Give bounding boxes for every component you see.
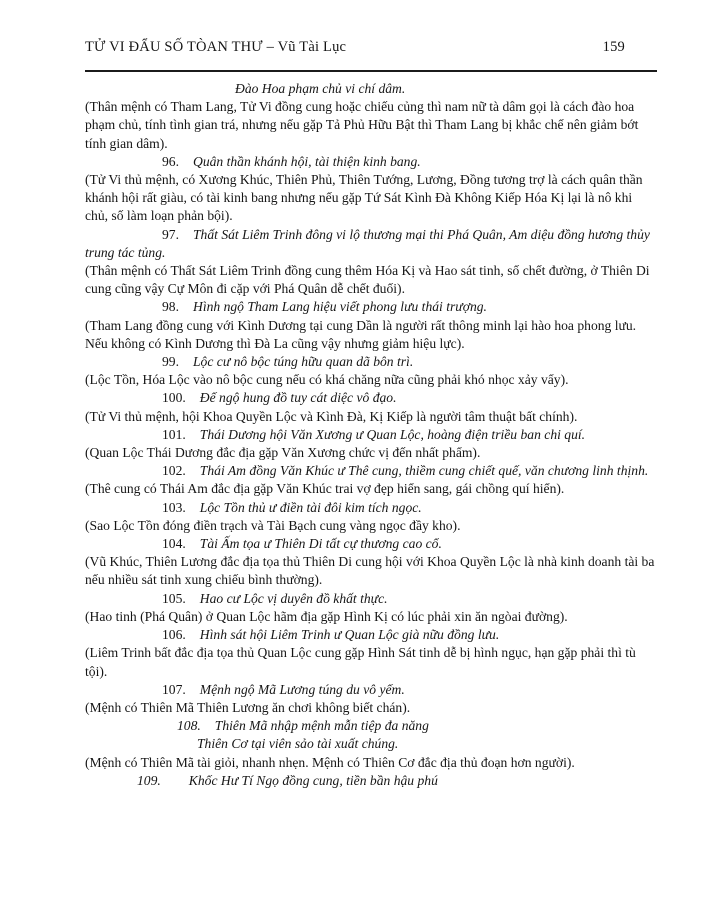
verse-number: 107.: [162, 681, 186, 697]
verse-number: 104.: [162, 536, 186, 552]
verse-number: 106.: [162, 627, 186, 643]
verse-number: 108.: [177, 718, 201, 734]
verse-heading: [85, 717, 657, 753]
verse-number: 97.: [162, 226, 179, 242]
verse-text: Hao cư Lộc vị duyên đồ khất thực.: [199, 590, 388, 606]
verse-heading: [85, 153, 657, 171]
verse-heading: [85, 226, 657, 262]
commentary-paragraph: (Thân mệnh có Thất Sát Liêm Trinh đồng cung thêm Hóa Kị và Hao sát tinh, số chết đường, ở Thiên Di cung cũng vậy Cự Môn đi cặp với Phá Quân dễ chết đuối).: [85, 263, 650, 297]
commentary-paragraph: (Mệnh có Thiên Mã tài giỏi, nhanh nhẹn. Mệnh có Thiên Cơ đắc địa thủ đoạn hơn người).: [85, 754, 575, 770]
verse-number: 98.: [162, 299, 179, 315]
verse-heading: [85, 353, 657, 371]
verse-heading: [85, 499, 657, 517]
verse-heading: [85, 772, 657, 790]
page-header: [85, 39, 625, 56]
commentary-paragraph: (Vũ Khúc, Thiên Lương đắc địa tọa thủ Thiên Di cung hội với Khoa Quyền Lộc là nhà kinh doanh tài ba nếu nhiều sát tinh xung chiếu bình thường).: [85, 554, 655, 588]
verse-number: 103.: [162, 499, 186, 515]
verse-text: Hình sát hội Liêm Trinh ư Quan Lộc già nữu đồng lưu.: [199, 627, 500, 643]
verse-number: 102.: [162, 463, 186, 479]
verse-text: Khốc Hư Tí Ngọ đồng cung, tiền bần hậu phú: [188, 772, 438, 788]
verse-text: Mệnh ngộ Mã Lương túng du vô yếm.: [199, 681, 405, 697]
verse-heading: [85, 389, 657, 407]
page-number: 159: [602, 39, 625, 55]
verse-number: 99.: [162, 354, 179, 370]
verse-text: Đế ngộ hung đồ tuy cát diệc vô đạo.: [199, 390, 397, 406]
verse-text-line2: Thiên Cơ tại viên sảo tài xuất chúng.: [197, 736, 399, 752]
verse-number: 109.: [137, 772, 161, 788]
verse-text: Lộc cư nô bộc túng hữu quan dã bôn trì.: [193, 354, 414, 370]
verse-number: 105.: [162, 590, 186, 606]
verse-heading: [85, 462, 657, 480]
verse-number: 100.: [162, 390, 186, 406]
verse-heading: [85, 626, 657, 644]
verse-heading: [85, 681, 657, 699]
verse-text: Thái Dương hội Văn Xương ư Quan Lộc, hoàng điện triều ban chi quí.: [199, 426, 586, 442]
header-rule: [85, 70, 657, 72]
verse-heading: [85, 535, 657, 553]
commentary-paragraph: (Lộc Tồn, Hóa Lộc vào nô bộc cung nếu có khá chăng nữa cũng phải khó nhọc xảy vẩy).: [85, 372, 569, 388]
verse-text: Lộc Tồn thủ ư điền tài đôi kim tích ngọc.: [199, 499, 422, 515]
verse-heading: [85, 590, 657, 608]
verse-text: Thất Sát Liêm Trinh đông vi lộ thương mại thi Phá Quân, Am diệu đồng hương thủy trung tác tủng.: [85, 226, 650, 260]
commentary-paragraph: (Tử Vi thủ mệnh, có Xương Khúc, Thiên Phủ, Thiên Tướng, Lương, Đồng tương trợ là cách quân thần khánh hội rất giàu, có tài kinh bang nhưng nếu gặp Tứ Sát Kình Đà Không Kiếp Hóa Kị lại là nô khi chủ, số làm loạn phản bội).: [85, 172, 643, 224]
verse-heading: [85, 298, 657, 316]
commentary-paragraph: (Mệnh có Thiên Mã Thiên Lương ăn chơi không biết chán).: [85, 699, 411, 715]
commentary-paragraph: (Tham Lang đồng cung với Kình Dương tại cung Dần là người rất thông minh lại hào hoa phong lưu. Nếu không có Kình Dương thì Đà La cũng vậy nhưng giảm hiệu lực).: [85, 317, 637, 351]
commentary-paragraph: (Tử Vi thủ mệnh, hội Khoa Quyền Lộc và Kình Đà, Kị Kiếp là người tâm thuật bất chính).: [85, 408, 578, 424]
verse-text: Thiên Mã nhập mệnh mẫn tiệp đa năng: [214, 718, 429, 734]
verse-number: 101.: [162, 426, 186, 442]
verse-text: Đào Hoa phạm chủ vi chí dâm.: [235, 81, 406, 96]
verse-text: Thái Am đồng Văn Khúc ư Thê cung, thiềm cung chiết quế, văn chương linh thịnh.: [199, 463, 649, 479]
verse-text: Hình ngộ Tham Lang hiệu viết phong lưu thái trượng.: [193, 299, 487, 315]
verse-text: Quân thần khánh hội, tài thiện kinh bang.: [193, 153, 421, 169]
verse-heading: [85, 426, 657, 444]
commentary-paragraph: (Quan Lộc Thái Dương đắc địa gặp Văn Xương chức vị đến nhất phẩm).: [85, 445, 481, 461]
commentary-paragraph: (Thê cung có Thái Am đắc địa gặp Văn Khúc trai vợ đẹp hiển sang, gái chồng quí hiển).: [85, 481, 565, 497]
commentary-paragraph: (Thân mệnh có Tham Lang, Tử Vi đồng cung hoặc chiếu củng thì nam nữ tà dâm gọi là cách đào hoa phạm chủ, tính tình gian trá, nhưng nếu gặp Tả Phủ Hữu Bật thì Tham Lang bị khắc chế nên giảm bớt tính gian dâm).: [85, 99, 639, 151]
page-body: [85, 80, 657, 790]
commentary-paragraph: (Liêm Trinh bất đắc địa tọa thủ Quan Lộc cung gặp Hình Sát tinh dễ bị hình ngục, hạn gặp phải thì tù tội).: [85, 645, 636, 679]
verse-number: 96.: [162, 153, 179, 169]
verse-heading: [85, 80, 657, 98]
book-title: TỬ VI ĐẨU SỐ TÒAN THƯ – Vũ Tài Lục: [85, 39, 347, 55]
commentary-paragraph: (Hao tinh (Phá Quân) ở Quan Lộc hãm địa gặp Hình Kị có lúc phải xin ăn ngòai đường).: [85, 608, 568, 624]
commentary-paragraph: (Sao Lộc Tồn đóng điền trạch và Tài Bạch cung vàng ngọc đầy kho).: [85, 517, 461, 533]
verse-text: Tài Ấm tọa ư Thiên Di tất cự thương cao cổ.: [199, 536, 442, 552]
